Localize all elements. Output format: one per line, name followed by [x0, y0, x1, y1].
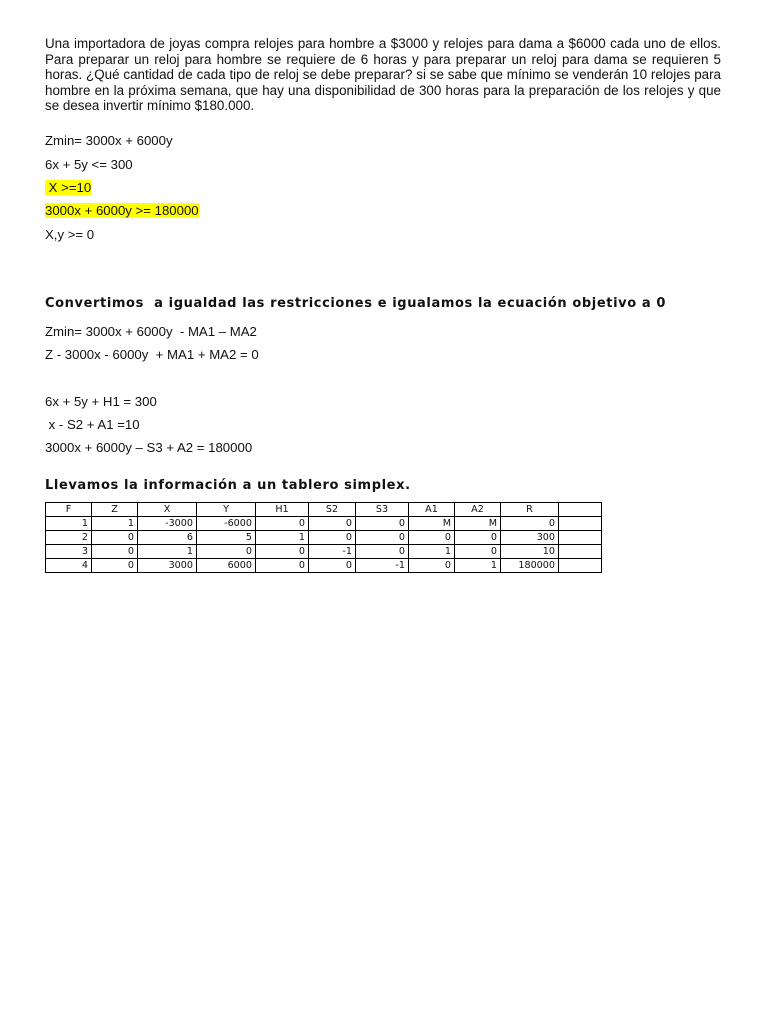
- highlighted-constraint-investment: 3000x + 6000y >= 180000: [45, 203, 199, 218]
- tableau-cell: 1: [92, 517, 138, 531]
- tableau-row: [46, 545, 602, 559]
- tableau-cell: -1: [356, 559, 409, 573]
- tableau-cell: 0: [309, 531, 356, 545]
- tableau-cell: 1: [455, 559, 501, 573]
- tableau-header-cell: X: [138, 503, 197, 517]
- tableau-cell: 300: [501, 531, 559, 545]
- tableau-cell: -1: [309, 545, 356, 559]
- tableau-cell: 1: [409, 545, 455, 559]
- tableau-cell: 0: [501, 517, 559, 531]
- tableau-cell: 0: [409, 559, 455, 573]
- objective-function: Zmin= 3000x + 6000y: [45, 133, 173, 148]
- tableau-cell: 5: [197, 531, 256, 545]
- tableau-cell: 0: [256, 517, 309, 531]
- nonnegativity-constraint: X,y >= 0: [45, 227, 95, 242]
- tableau-header-cell: Y: [197, 503, 256, 517]
- tableau-cell: 6000: [197, 559, 256, 573]
- problem-statement: Una importadora de joyas compra relojes para hombre a $3000 y relojes para dama a $6000 cada uno de ellos. Para preparar un reloj para hombre se requiere de 6 horas y para preparar un reloj para dama se requieren 5 horas. ¿Qué cantidad de cada tipo de reloj se debe preparar? si se sabe que mínimo se venderán 10 relojes para hombre en la próxima semana, que hay una disponibilidad de 300 horas para la preparación de los relojes y que se desea invertir mínimo $180.000.: [45, 36, 721, 114]
- equation-investment: 3000x + 6000y – S3 + A2 = 180000: [45, 440, 253, 455]
- tableau-cell: 1: [138, 545, 197, 559]
- constraint-investment: [45, 203, 199, 219]
- tableau-cell: 0: [455, 545, 501, 559]
- tableau-cell: 2: [46, 531, 92, 545]
- equation-min-x: x - S2 + A1 =10: [45, 417, 140, 432]
- tableau-cell: 0: [197, 545, 256, 559]
- tableau-cell: 0: [92, 559, 138, 573]
- tableau-cell: 4: [46, 559, 92, 573]
- equation-hours: 6x + 5y + H1 = 300: [45, 394, 157, 409]
- tableau-row: [46, 517, 602, 531]
- tableau-header-cell: A1: [409, 503, 455, 517]
- tableau-header-cell: S2: [309, 503, 356, 517]
- tableau-cell: 0: [409, 531, 455, 545]
- simplex-tableau: [45, 502, 602, 573]
- objective-with-artificials: Zmin= 3000x + 6000y - MA1 – MA2: [45, 324, 257, 339]
- tableau-cell: M: [455, 517, 501, 531]
- tableau-cell: 0: [92, 545, 138, 559]
- tableau-cell: 0: [356, 517, 409, 531]
- tableau-header-cell: F: [46, 503, 92, 517]
- tableau-cell: 0: [256, 559, 309, 573]
- tableau-header-cell: S3: [356, 503, 409, 517]
- section-heading-equalities: Convertimos a igualdad las restricciones e igualamos la ecuación objetivo a 0: [45, 296, 667, 311]
- highlighted-constraint-x: X >=10: [45, 180, 92, 195]
- tableau-row: [46, 531, 602, 545]
- tableau-cell: 1: [46, 517, 92, 531]
- tableau-cell: 10: [501, 545, 559, 559]
- constraint-hours: 6x + 5y <= 300: [45, 157, 133, 172]
- section-heading-simplex: Llevamos la información a un tablero simplex.: [45, 478, 411, 493]
- tableau-cell: [559, 517, 602, 531]
- tableau-cell: 0: [455, 531, 501, 545]
- objective-equal-zero: Z - 3000x - 6000y + MA1 + MA2 = 0: [45, 347, 259, 362]
- tableau-cell: [559, 559, 602, 573]
- tableau-cell: -6000: [197, 517, 256, 531]
- tableau-cell: 0: [309, 559, 356, 573]
- tableau-cell: M: [409, 517, 455, 531]
- tableau-header-row: [46, 503, 602, 517]
- tableau-cell: 0: [92, 531, 138, 545]
- tableau-cell: 0: [356, 545, 409, 559]
- tableau-cell: -3000: [138, 517, 197, 531]
- tableau-cell: 6: [138, 531, 197, 545]
- tableau-cell: 0: [309, 517, 356, 531]
- tableau-cell: 3000: [138, 559, 197, 573]
- tableau-cell: [559, 545, 602, 559]
- tableau-cell: 1: [256, 531, 309, 545]
- tableau-cell: 3: [46, 545, 92, 559]
- tableau-header-cell: H1: [256, 503, 309, 517]
- tableau-cell: 0: [356, 531, 409, 545]
- tableau-cell: 0: [256, 545, 309, 559]
- constraint-min-men-watches: [45, 180, 91, 196]
- tableau-header-cell: R: [501, 503, 559, 517]
- tableau-header-cell: Z: [92, 503, 138, 517]
- tableau-header-cell: A2: [455, 503, 501, 517]
- tableau-cell: 180000: [501, 559, 559, 573]
- tableau-header-cell: [559, 503, 602, 517]
- tableau-cell: [559, 531, 602, 545]
- tableau-row: [46, 559, 602, 573]
